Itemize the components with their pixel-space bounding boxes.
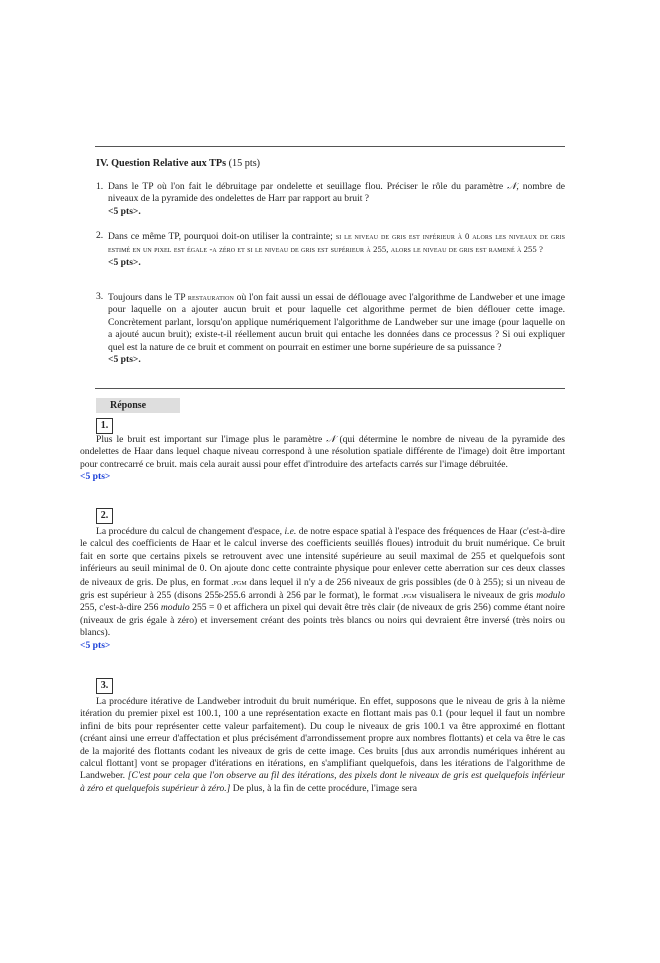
section-heading: IV. Question Relative aux TPs <box>96 158 227 169</box>
question-points: <5 pts>. <box>108 205 141 217</box>
question-points: <5 pts>. <box>108 256 141 268</box>
section-points: (15 pts) <box>228 158 261 169</box>
question-text: Dans ce même TP, pourquoi doit-on utiliser la contrainte; si le niveau de gris est inférieur à 0 alors les niveaux de gris estimé en un pixel est égale -a zéro et si le niveau de gris est supérieur à 255, alors le niveau de gris est ramené à 255 ? <5 pts>. <box>108 231 566 268</box>
question-text: Toujours dans le TP restauration où l'on fait aussi un essai de déflouage avec l'algorithme de Landweber et une image pour laquelle on a ajouter aucun bruit et pour laquelle cet algorithme permet de bien déflouer cette image. Concrètement parlant, lorsqu'on applique numériquement l'algorithme de Landweber sur une image (pour laquelle on a ajouté aucun bruit); existe-t-il réellement aucun bruit qui entache les données dans ce processus ? Si oui expliquer quel est la nature de ce bruit et comment on pourrait en estimer une borne supérieure de sa puissance ? <5 pts>. <box>108 292 565 366</box>
math-symbol-N: 𝒩 <box>326 434 336 445</box>
question-number: 1. <box>96 181 104 192</box>
italic-note: [C'est pour cela que l'on observe au fil des itérations, des pixels dont le niveaux de gris est quelquefois inférieur à zéro et quelquefois supérieur à zéro.] <box>80 770 565 794</box>
middle-rule <box>95 388 565 389</box>
question-number: 2. <box>96 230 104 241</box>
reponse-label: Réponse <box>96 398 180 413</box>
answer-2: La procédure du calcul de changement d'espace, i.e. de notre espace spatial à l'espace des fréquences de Haar (c'est-à-dire le calcul des coefficients de Haar et le calcul inverse des coefficients seuillés floues) introduit du bruit numérique. Ce bruit fait en sorte que certains pixels se retrouvent avec une intensité supérieure au seuil maximal de 255 et quelquefois sont inférieurs au seuil minimal de 0. On ajoute donc cette contrainte physique pour enlever cette aberration sur ces deux classes de niveaux de gris. De plus, en format .pgm dans lequel il n'y a de 256 niveaux de gris possibles (de 0 à 255); si un niveau de gris est supérieur à 255 (disons 255▹255.6 arrondi à 256 par le format), le format .pgm visualisera le niveaux de gris modulo 255, c'est-à-dire 256 modulo 255 = 0 et affichera un pixel qui devait être très clair (de niveaux de gris 256) comme étant noire (niveaux de gris égale à zéro) et inversement créant des points très blancs ou noirs qui devraient être inversé (très noirs ou blancs). <5 pts> <box>80 526 566 651</box>
answer-box-2: 2. <box>96 508 113 524</box>
section-title <box>96 158 260 170</box>
question-3 <box>96 291 565 366</box>
top-rule <box>95 146 565 147</box>
answer-box-3: 3. <box>96 678 113 694</box>
small-caps-text: si le niveau de gris est inférieur à 0 alors les niveaux de gris estimé en un pixel est égale -a zéro et si le niveau de gris est supérieur à 255, alors le niveau de gris est ramené à 255 ? <box>108 231 566 255</box>
question-2 <box>96 230 565 269</box>
answer-3: La procédure itérative de Landweber introduit du bruit numérique. En effet, supposons que le niveau de gris à la nième itération du premier pixel est 100.1, 100 a une représentation exacte en flottant mais pas 0.1 (pour lequel il faut un nombre infini de bits pour représenter cette valeur parfaitement). Du coup le niveaux de gris 100.1 va être approximé en flottant (créant ainsi une erreur d'affectation et plus précisément d'arrondissement propre aux nombres flottants) et cela va être le cas de la majorité des flottants codant les niveaux de gris de cette image. Ces bruits [dus aux arrondis numériques inhérent au calcul flottant] vont se propager d'itérations en itérations, en s'amplifiant quelquefois, dans les itérations de l'algorithme de Landweber. [C'est pour cela que l'on observe au fil des itérations, des pixels dont le niveaux de gris est quelquefois inférieur à zéro et quelquefois supérieur à zéro.] De plus, à la fin de cette procédure, l'image sera <box>80 696 565 794</box>
math-symbol-N: 𝒩 <box>507 181 517 192</box>
answer-1: Plus le bruit est important sur l'image plus le paramètre 𝒩 (qui détermine le nombre de niveau de la pyramide des ondelettes de Haar dans lequel chaque niveau correspond à une résolution spatiale différente de l'image) doit être important pour contrecarré ce bruit. mais cela aurait aussi pour effet d'introduire des artefacts carrés sur l'image débruitée. <5 pts> <box>80 434 565 483</box>
answer-box-1: 1. <box>96 418 113 434</box>
answer-points: <5 pts> <box>80 639 111 651</box>
answer-points: <5 pts> <box>80 471 111 483</box>
question-number: 3. <box>96 291 104 302</box>
question-text: Dans le TP où l'on fait le débruitage par ondelette et seuillage flou. Préciser le rôle du paramètre 𝒩, nombre de niveaux de la pyramide des ondelettes de Harr par rapport au bruit ? <5 pts>. <box>108 181 566 217</box>
question-1 <box>96 181 565 218</box>
small-caps-text: restauration <box>187 292 234 302</box>
question-points: <5 pts>. <box>108 354 141 366</box>
